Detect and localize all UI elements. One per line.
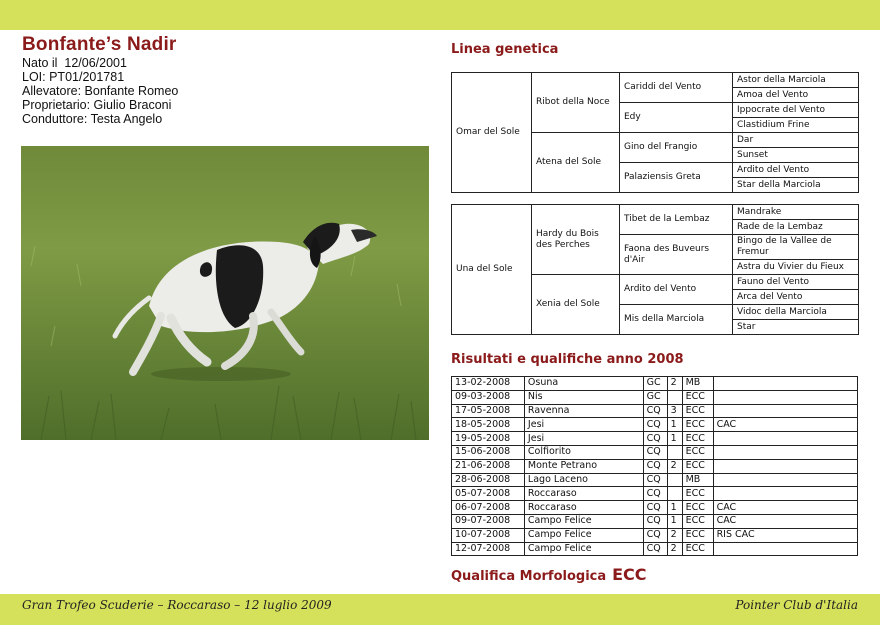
- pedigree-sire-dam: Atena del Sole: [532, 133, 620, 193]
- table-cell: CQ: [643, 487, 667, 501]
- table-row: [452, 418, 858, 432]
- pedigree-ancestor: Arca del Vento: [733, 290, 859, 305]
- table-cell: Campo Felice: [524, 542, 643, 556]
- table-cell: [713, 487, 857, 501]
- table-cell: [713, 377, 857, 391]
- table-cell: CQ: [643, 473, 667, 487]
- table-cell: ECC: [682, 514, 713, 528]
- pedigree-ancestor: Mis della Marciola: [620, 305, 733, 335]
- table-cell: CQ: [643, 501, 667, 515]
- table-cell: ECC: [682, 445, 713, 459]
- table-cell: Roccaraso: [524, 501, 643, 515]
- pedigree-ancestor: Astor della Marciola: [733, 73, 859, 88]
- table-cell: [713, 473, 857, 487]
- table-cell: [713, 459, 857, 473]
- footer-club: Pointer Club d'Italia: [735, 598, 858, 612]
- pedigree-ancestor: Vidoc della Marciola: [733, 305, 859, 320]
- top-band: [0, 0, 880, 30]
- table-cell: Jesi: [524, 432, 643, 446]
- table-cell: [713, 432, 857, 446]
- table-cell: CAC: [713, 418, 857, 432]
- table-cell: ECC: [682, 418, 713, 432]
- table-cell: Roccaraso: [524, 487, 643, 501]
- table-cell: 17-05-2008: [452, 404, 525, 418]
- pedigree-sire: Omar del Sole: [452, 73, 532, 193]
- pedigree-ancestor: Mandrake: [733, 205, 859, 220]
- table-cell: CQ: [643, 542, 667, 556]
- table-row: [452, 377, 858, 391]
- table-cell: 06-07-2008: [452, 501, 525, 515]
- table-row: [452, 459, 858, 473]
- morphology-label: Qualifica Morfologica: [451, 569, 607, 584]
- table-cell: 1: [667, 501, 682, 515]
- table-cell: 05-07-2008: [452, 487, 525, 501]
- table-row: [452, 487, 858, 501]
- table-cell: CQ: [643, 459, 667, 473]
- loi-number: LOI: PT01/201781: [22, 70, 125, 84]
- pedigree-table-sire: [451, 72, 859, 193]
- pedigree-ancestor: Ippocrate del Vento: [733, 103, 859, 118]
- table-cell: 19-05-2008: [452, 432, 525, 446]
- pedigree-dam-sire: Hardy du Bois des Perches: [532, 205, 620, 275]
- table-cell: [713, 542, 857, 556]
- table-cell: CQ: [643, 445, 667, 459]
- table-row: [452, 528, 858, 542]
- results-title: Risultati e qualifiche anno 2008: [451, 352, 684, 367]
- table-cell: Colfiorito: [524, 445, 643, 459]
- table-cell: 09-03-2008: [452, 390, 525, 404]
- table-row: [452, 404, 858, 418]
- pedigree-ancestor: Cariddi del Vento: [620, 73, 733, 103]
- table-cell: 15-06-2008: [452, 445, 525, 459]
- table-cell: CQ: [643, 404, 667, 418]
- table-row: [452, 501, 858, 515]
- footer-event: Gran Trofeo Scuderie – Roccaraso – 12 luglio 2009: [22, 598, 332, 612]
- table-cell: GC: [643, 390, 667, 404]
- pedigree-dam: Una del Sole: [452, 205, 532, 335]
- pedigree-ancestor: Clastidium Frine: [733, 118, 859, 133]
- table-cell: CQ: [643, 432, 667, 446]
- table-cell: Campo Felice: [524, 528, 643, 542]
- table-cell: 2: [667, 542, 682, 556]
- table-cell: 2: [667, 528, 682, 542]
- pedigree-ancestor: Ardito del Vento: [620, 275, 733, 305]
- pedigree-ancestor: Astra du Vivier du Fieux: [733, 260, 859, 275]
- table-cell: 09-07-2008: [452, 514, 525, 528]
- table-cell: [667, 390, 682, 404]
- table-cell: 21-06-2008: [452, 459, 525, 473]
- table-cell: [713, 390, 857, 404]
- table-cell: [713, 445, 857, 459]
- table-cell: [667, 473, 682, 487]
- table-cell: 1: [667, 514, 682, 528]
- table-cell: [667, 445, 682, 459]
- table-cell: [667, 487, 682, 501]
- table-cell: Osuna: [524, 377, 643, 391]
- table-cell: 12-07-2008: [452, 542, 525, 556]
- table-cell: 28-06-2008: [452, 473, 525, 487]
- results-table: [451, 376, 858, 556]
- table-cell: ECC: [682, 542, 713, 556]
- table-cell: RIS CAC: [713, 528, 857, 542]
- dog-name: Bonfante’s Nadir: [22, 34, 177, 55]
- owner: Proprietario: Giulio Braconi: [22, 98, 172, 112]
- table-row: [452, 445, 858, 459]
- breeder: Allevatore: Bonfante Romeo: [22, 84, 179, 98]
- pedigree-sire-sire: Ribot della Noce: [532, 73, 620, 133]
- table-cell: 2: [667, 377, 682, 391]
- pedigree-table-dam: [451, 204, 859, 335]
- table-cell: ECC: [682, 390, 713, 404]
- pedigree-ancestor: Ardito del Vento: [733, 163, 859, 178]
- pedigree-ancestor: Sunset: [733, 148, 859, 163]
- table-cell: MB: [682, 377, 713, 391]
- table-cell: GC: [643, 377, 667, 391]
- pedigree-ancestor: Tibet de la Lembaz: [620, 205, 733, 235]
- pedigree-ancestor: Bingo de la Vallee de Fremur: [733, 235, 859, 260]
- table-cell: ECC: [682, 501, 713, 515]
- pedigree-ancestor: Gino del Frangio: [620, 133, 733, 163]
- table-cell: ECC: [682, 404, 713, 418]
- table-row: [452, 514, 858, 528]
- table-cell: Lago Laceno: [524, 473, 643, 487]
- table-cell: ECC: [682, 459, 713, 473]
- pedigree-title: Linea genetica: [451, 42, 559, 57]
- table-cell: Jesi: [524, 418, 643, 432]
- pedigree-ancestor: Fauno del Vento: [733, 275, 859, 290]
- table-cell: CQ: [643, 528, 667, 542]
- table-cell: ECC: [682, 432, 713, 446]
- table-cell: 10-07-2008: [452, 528, 525, 542]
- dog-info: [22, 56, 178, 126]
- table-cell: 3: [667, 404, 682, 418]
- pedigree-ancestor: Edy: [620, 103, 733, 133]
- table-cell: [713, 404, 857, 418]
- pedigree-ancestor: Amoa del Vento: [733, 88, 859, 103]
- table-cell: Ravenna: [524, 404, 643, 418]
- table-row: [452, 542, 858, 556]
- dog-photo: [21, 146, 429, 440]
- table-cell: CAC: [713, 501, 857, 515]
- morphology-qualification: [451, 565, 647, 584]
- table-cell: Campo Felice: [524, 514, 643, 528]
- handler: Conduttore: Testa Angelo: [22, 112, 163, 126]
- pedigree-ancestor: Dar: [733, 133, 859, 148]
- table-cell: CQ: [643, 418, 667, 432]
- birth-date: Nato il 12/06/2001: [22, 56, 127, 70]
- table-cell: MB: [682, 473, 713, 487]
- table-cell: CAC: [713, 514, 857, 528]
- table-row: [452, 432, 858, 446]
- morphology-value: ECC: [612, 565, 647, 584]
- table-cell: 1: [667, 418, 682, 432]
- table-cell: ECC: [682, 487, 713, 501]
- dog-photo-illustration: [21, 146, 429, 440]
- table-cell: 1: [667, 432, 682, 446]
- pedigree-ancestor: Rade de la Lembaz: [733, 220, 859, 235]
- table-cell: 2: [667, 459, 682, 473]
- table-cell: 13-02-2008: [452, 377, 525, 391]
- table-cell: CQ: [643, 514, 667, 528]
- table-row: [452, 473, 858, 487]
- pedigree-ancestor: Palaziensis Greta: [620, 163, 733, 193]
- pedigree-ancestor: Star: [733, 320, 859, 335]
- pedigree-ancestor: Star della Marciola: [733, 178, 859, 193]
- table-cell: Monte Petrano: [524, 459, 643, 473]
- table-cell: Nis: [524, 390, 643, 404]
- table-cell: ECC: [682, 528, 713, 542]
- table-row: [452, 390, 858, 404]
- pedigree-ancestor: Faona des Buveurs d'Air: [620, 235, 733, 275]
- table-cell: 18-05-2008: [452, 418, 525, 432]
- pedigree-dam-dam: Xenia del Sole: [532, 275, 620, 335]
